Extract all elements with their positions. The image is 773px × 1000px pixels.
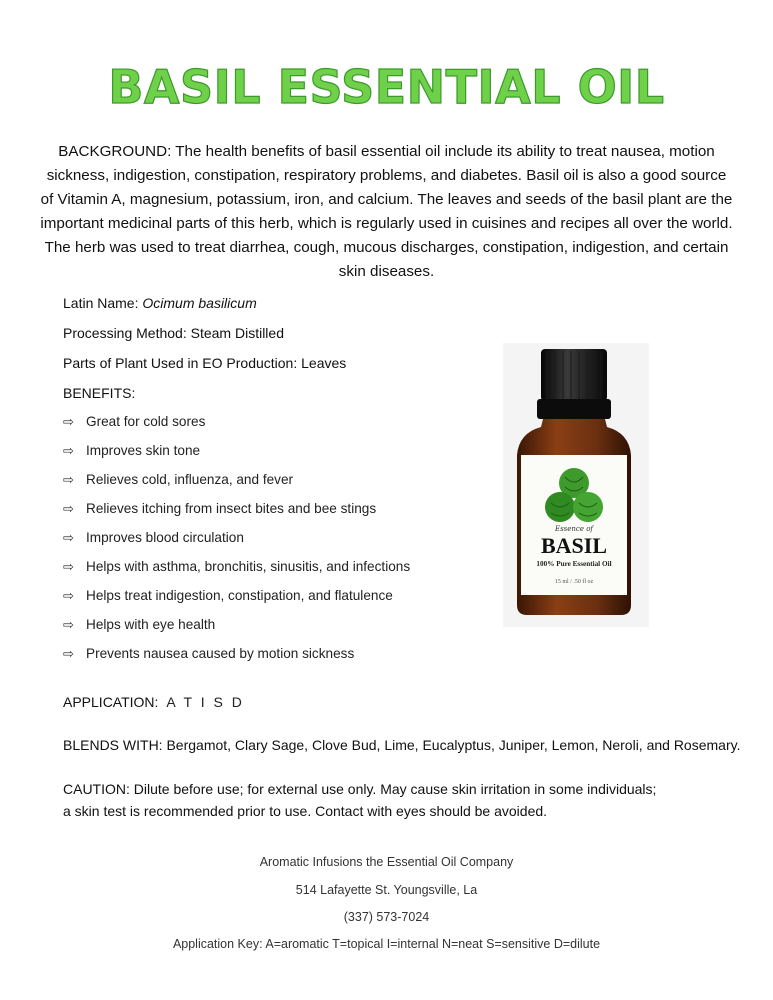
blends-with: BLENDS WITH: Bergamot, Clary Sage, Clove Bud, Lime, Eucalyptus, Juniper, Lemon, Neroli, and Rosemary. <box>63 737 741 753</box>
label-volume: 15 ml / .50 fl oz <box>554 579 594 585</box>
application-label: APPLICATION: <box>63 694 159 710</box>
arrow-icon: ⇨ <box>63 530 74 545</box>
benefit-text: Helps treat indigestion, constipation, and flatulence <box>86 588 393 603</box>
benefit-item <box>63 530 410 559</box>
arrow-icon: ⇨ <box>63 472 74 487</box>
bottle-cap <box>541 349 607 401</box>
arrow-icon: ⇨ <box>63 559 74 574</box>
benefit-item <box>63 588 410 617</box>
footer-company: Aromatic Infusions the Essential Oil Company <box>259 855 514 869</box>
processing-method: Processing Method: Steam Distilled <box>63 325 284 341</box>
footer-address: 514 Lafayette St. Youngsville, La <box>295 883 478 897</box>
latin-name-label: Latin Name: <box>63 295 143 311</box>
benefits-list <box>63 414 410 675</box>
benefit-item <box>63 617 410 646</box>
benefit-text: Relieves itching from insect bites and bee stings <box>86 501 377 516</box>
benefit-text: Improves blood circulation <box>86 530 244 545</box>
benefit-text: Relieves cold, influenza, and fever <box>86 472 294 487</box>
arrow-icon: ⇨ <box>63 443 74 458</box>
caution-line-2: a skin test is recommended prior to use. Contact with eyes should be avoided. <box>63 803 548 819</box>
arrow-icon: ⇨ <box>63 501 74 516</box>
caution-line-1: CAUTION: Dilute before use; for external use only. May cause skin irritation in some individuals; <box>63 781 657 797</box>
footer-application-key: Application Key: A=aromatic T=topical I=internal N=neat S=sensitive D=dilute <box>172 937 601 951</box>
background-paragraph: BACKGROUND: The health benefits of basil essential oil include its ability to treat nausea, motion sickness, indigestion, constipation, respiratory problems, and diabetes. Basil oil is also a good source of Vitamin A, magnesium, potassium, iron, and calcium. The leaves and seeds of the basil plant are the important medicinal parts of this herb, which is regularly used in cuisines and recipes all over the world. The herb was used to treat diarrhea, cough, mucous discharges, constipation, indigestion, and certain skin diseases. <box>40 143 733 280</box>
essential-oil-bottle <box>503 343 649 627</box>
page-title: BASIL ESSENTIAL OIL <box>108 60 665 114</box>
benefit-item <box>63 501 410 530</box>
footer-phone: (337) 573-7024 <box>343 910 430 924</box>
bottle-image <box>503 343 649 627</box>
benefit-text: Great for cold sores <box>86 414 206 429</box>
benefit-text: Helps with asthma, bronchitis, sinusitis, and infections <box>86 559 411 574</box>
arrow-icon: ⇨ <box>63 414 74 429</box>
arrow-icon: ⇨ <box>63 588 74 603</box>
benefit-item <box>63 559 410 588</box>
label-basil: BASIL <box>540 533 608 558</box>
plant-parts: Parts of Plant Used in EO Production: Leaves <box>63 355 347 371</box>
benefits-heading: BENEFITS: <box>63 385 136 401</box>
benefit-item <box>63 414 410 443</box>
benefit-text: Improves skin tone <box>86 443 201 458</box>
arrow-icon: ⇨ <box>63 646 74 661</box>
arrow-icon: ⇨ <box>63 617 74 632</box>
benefit-text: Helps with eye health <box>86 617 216 632</box>
benefit-text: Prevents nausea caused by motion sickness <box>86 646 355 661</box>
caution <box>63 778 743 822</box>
application <box>63 694 244 710</box>
benefit-item <box>63 472 410 501</box>
latin-name <box>63 295 257 311</box>
benefit-item <box>63 646 410 675</box>
label-purity: 100% Pure Essential Oil <box>536 560 612 568</box>
label-essence: Essence of <box>554 525 594 533</box>
latin-name-value: Ocimum basilicum <box>142 295 257 311</box>
application-codes: A T I S D <box>166 694 245 710</box>
benefit-item <box>63 443 410 472</box>
